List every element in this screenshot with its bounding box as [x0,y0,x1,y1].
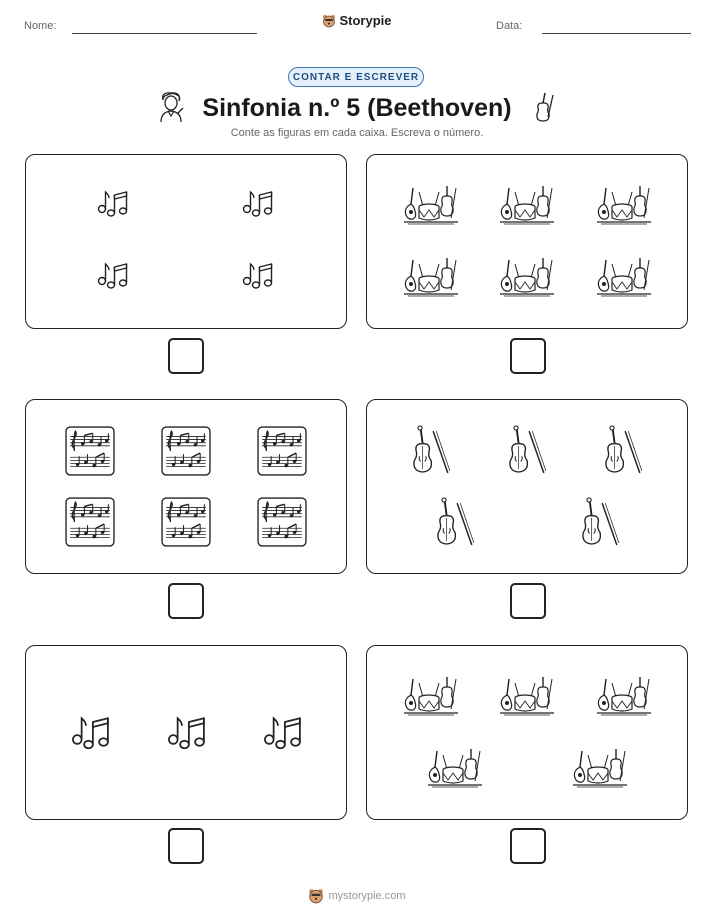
count-box-1 [25,154,347,329]
violin-bow-icon [432,496,476,548]
orchestra-icon [402,670,460,722]
music-notes-icon [255,712,311,752]
music-notes-icon [92,187,134,219]
count-box-2 [366,154,688,329]
date-label: Data: [496,20,523,32]
answer-box-6[interactable] [510,828,546,864]
activity-badge: CONTAR E ESCREVER [288,67,424,87]
music-notes-icon [237,187,279,219]
orchestra-icon [571,742,629,794]
violin-bow-icon [504,424,548,476]
answer-box-2[interactable] [510,338,546,374]
sheet-music-icon [161,426,211,476]
violin-bow-icon [600,424,644,476]
bear-logo-icon [308,888,324,904]
orchestra-icon [498,179,556,231]
count-box-5 [25,645,347,820]
instructions: Conte as figuras em cada caixa. Escreva o número. [230,127,484,139]
sheet-music-icon [161,497,211,547]
count-box-3 [25,399,347,574]
music-notes-icon [237,259,279,291]
orchestra-icon [402,179,460,231]
orchestra-icon [498,670,556,722]
footer [0,888,714,904]
orchestra-icon [426,742,484,794]
answer-box-4[interactable] [510,583,546,619]
count-box-6 [366,645,688,820]
orchestra-icon [595,251,653,303]
footer-link[interactable]: mystorypie.com [328,890,406,902]
date-line[interactable] [542,33,691,34]
brand-name: Storypie [339,13,392,28]
name-line[interactable] [72,33,257,34]
orchestra-icon [402,251,460,303]
orchestra-icon [595,670,653,722]
sheet-music-icon [257,426,307,476]
orchestra-icon [498,251,556,303]
music-notes-icon [159,712,215,752]
page-title: Sinfonia n.º 5 (Beethoven) [202,94,512,122]
violin-bow-icon [577,496,621,548]
sheet-music-icon [257,497,307,547]
brand [0,13,714,28]
violin-bow-icon [408,424,452,476]
music-notes-icon [63,712,119,752]
bear-logo-icon [322,14,336,28]
orchestra-icon [595,179,653,231]
count-box-4 [366,399,688,574]
answer-box-5[interactable] [168,828,204,864]
sheet-music-icon [65,497,115,547]
music-notes-icon [92,259,134,291]
answer-box-1[interactable] [168,338,204,374]
answer-box-3[interactable] [168,583,204,619]
name-label: Nome: [24,20,57,32]
violin-icon [532,90,560,124]
sheet-music-icon [65,426,115,476]
